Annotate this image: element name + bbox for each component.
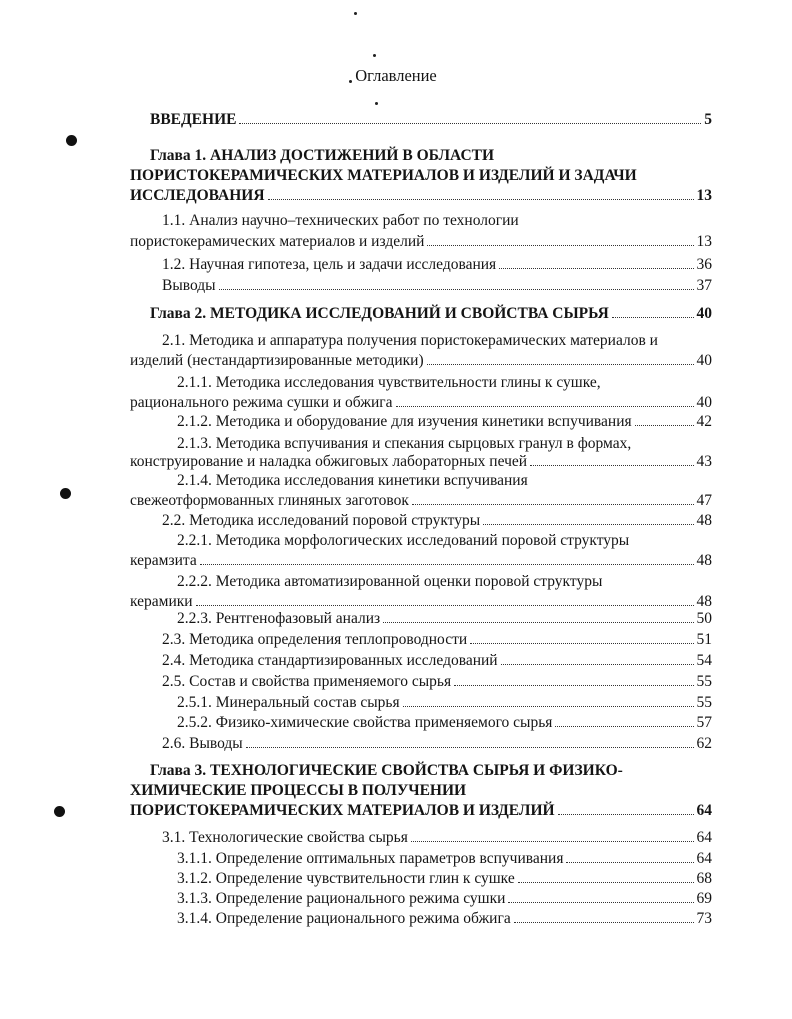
toc-page-number: 62 xyxy=(696,735,712,752)
toc-dot-leader xyxy=(246,747,694,748)
toc-page-number: 13 xyxy=(696,187,712,204)
scan-speck xyxy=(349,80,352,83)
toc-page-number: 43 xyxy=(696,453,712,470)
toc-entry-title: 2.5.2. Физико-химические свойства применяемого сырья xyxy=(177,714,553,731)
toc-entry-title: керамзита xyxy=(130,552,197,569)
toc-entry xyxy=(162,275,712,296)
toc-page-number: 40 xyxy=(696,394,712,411)
toc-entry xyxy=(150,303,712,324)
toc-entry-title: 3.1. Технологические свойства сырья xyxy=(162,829,408,846)
toc-dot-leader xyxy=(483,524,693,525)
toc-entry xyxy=(177,908,712,929)
toc-dot-leader xyxy=(558,814,694,815)
toc-entry xyxy=(162,650,712,671)
toc-dot-leader xyxy=(566,862,693,863)
toc-page-number: 48 xyxy=(696,593,712,610)
toc-page-number: 55 xyxy=(696,694,712,711)
toc-entry-title: 2.2.1. Методика морфологических исследований поровой структуры xyxy=(177,532,630,549)
toc-entry-title: ПОРИСТОКЕРАМИЧЕСКИХ МАТЕРИАЛОВ И ИЗДЕЛИЙ И ЗАДАЧИ xyxy=(130,167,637,184)
toc-entry xyxy=(177,712,712,733)
toc-dot-leader xyxy=(530,465,693,466)
toc-page-number: 54 xyxy=(696,652,712,669)
toc-entry-title: 3.1.1. Определение оптимальных параметров вспучивания xyxy=(177,850,564,867)
toc-page-number: 50 xyxy=(696,610,712,627)
toc-entry xyxy=(162,254,712,275)
toc-dot-leader xyxy=(427,364,694,365)
toc-entry xyxy=(162,671,712,692)
toc-dot-leader xyxy=(411,841,694,842)
toc-dot-leader xyxy=(196,605,694,606)
toc-entry-title: ХИМИЧЕСКИЕ ПРОЦЕССЫ В ПОЛУЧЕНИИ xyxy=(130,782,467,799)
punch-hole-mark xyxy=(60,488,71,499)
toc-entry-title: ПОРИСТОКЕРАМИЧЕСКИХ МАТЕРИАЛОВ И ИЗДЕЛИЙ xyxy=(130,802,555,819)
toc-entry-title: 3.1.2. Определение чувствительности глин к сушке xyxy=(177,870,515,887)
scan-speck xyxy=(354,12,357,15)
toc-entry-title: Глава 1. АНАЛИЗ ДОСТИЖЕНИЙ В ОБЛАСТИ xyxy=(150,147,495,164)
toc-dot-leader xyxy=(518,882,694,883)
toc-dot-leader xyxy=(635,425,694,426)
toc-page-number: 13 xyxy=(696,233,712,250)
toc-entry xyxy=(130,451,712,472)
toc-entry-title: конструирование и наладка обжиговых лабораторных печей xyxy=(130,453,528,470)
toc-entry xyxy=(162,827,712,848)
toc-entry-title: 3.1.3. Определение рационального режима сушки xyxy=(177,890,506,907)
toc-page-number: 64 xyxy=(696,850,712,867)
toc-dot-leader xyxy=(403,706,694,707)
toc-entry-title: изделий (нестандартизированные методики) xyxy=(130,352,424,369)
toc-entry-title: 2.1.3. Методика вспучивания и спекания сырцовых гранул в формах, xyxy=(177,435,632,452)
toc-page-number: 37 xyxy=(696,277,712,294)
toc-entry xyxy=(130,392,712,413)
toc-page-number: 64 xyxy=(696,802,712,819)
toc-entry xyxy=(177,411,712,432)
toc-entry-title: Глава 3. ТЕХНОЛОГИЧЕСКИЕ СВОЙСТВА СЫРЬЯ И ФИЗИКО- xyxy=(150,762,623,779)
toc-dot-leader xyxy=(200,564,694,565)
toc-page-number: 64 xyxy=(696,829,712,846)
toc-entry xyxy=(130,231,712,252)
toc-entry xyxy=(177,692,712,713)
toc-entry xyxy=(150,109,712,130)
toc-entry xyxy=(177,888,712,909)
toc-dot-leader xyxy=(514,922,694,923)
toc-entry xyxy=(177,608,712,629)
toc-entry-title: 2.3. Методика определения теплопроводности xyxy=(162,631,468,648)
toc-entry-title: ИССЛЕДОВАНИЯ xyxy=(130,187,265,204)
toc-dot-leader xyxy=(219,289,694,290)
toc-entry xyxy=(162,629,712,650)
toc-entry xyxy=(130,550,712,571)
toc-dot-leader xyxy=(454,685,693,686)
toc-page-number: 47 xyxy=(696,492,712,509)
toc-entry-title: 3.1.4. Определение рационального режима обжига xyxy=(177,910,511,927)
toc-entry-title: ВВЕДЕНИЕ xyxy=(150,111,237,128)
toc-page-number: 42 xyxy=(696,413,712,430)
toc-entry xyxy=(130,350,712,371)
toc-entry xyxy=(162,733,712,754)
toc-entry-title: 2.4. Методика стандартизированных исследований xyxy=(162,652,498,669)
toc-dot-leader xyxy=(396,406,694,407)
toc-entry-title: пористокерамических материалов и изделий xyxy=(130,233,425,250)
toc-entry-title: 2.2. Методика исследований поровой структуры xyxy=(162,512,481,529)
toc-page-number: 40 xyxy=(696,352,712,369)
toc-entry-title: 1.1. Анализ научно–технических работ по технологии xyxy=(162,212,519,229)
toc-dot-leader xyxy=(412,504,694,505)
punch-hole-mark xyxy=(66,135,77,146)
toc-page-number: 5 xyxy=(704,111,712,128)
toc-entry xyxy=(130,800,712,821)
toc-dot-leader xyxy=(555,726,693,727)
toc-entry xyxy=(130,490,712,511)
toc-page-number: 68 xyxy=(696,870,712,887)
toc-dot-leader xyxy=(499,268,693,269)
toc-entry-title: Выводы xyxy=(162,277,216,294)
scan-speck xyxy=(375,102,378,105)
toc-entry-title: 2.1.1. Методика исследования чувствительности глины к сушке, xyxy=(177,374,601,391)
toc-dot-leader xyxy=(383,622,693,623)
toc-entry-title: 2.2.3. Рентгенофазовый анализ xyxy=(177,610,381,627)
toc-entry-title: 2.5. Состав и свойства применяемого сырья xyxy=(162,673,452,690)
toc-entry xyxy=(177,848,712,869)
toc-page-number: 48 xyxy=(696,512,712,529)
toc-page-number: 69 xyxy=(696,890,712,907)
toc-entry-title: 2.1.2. Методика и оборудование для изучения кинетики вспучивания xyxy=(177,413,632,430)
toc-page-number: 57 xyxy=(696,714,712,731)
toc-entry-title: 2.5.1. Минеральный состав сырья xyxy=(177,694,400,711)
toc-entry xyxy=(162,510,712,531)
toc-entry-title: 2.6. Выводы xyxy=(162,735,243,752)
toc-entry xyxy=(177,868,712,889)
toc-dot-leader xyxy=(470,643,693,644)
toc-page-number: 51 xyxy=(696,631,712,648)
toc-entry-title: керамики xyxy=(130,593,193,610)
toc-page-number: 40 xyxy=(696,305,712,322)
toc-entry-title: 2.1.4. Методика исследования кинетики вспучивания xyxy=(177,472,528,489)
toc-entry-title: свежеотформованных глиняных заготовок xyxy=(130,492,409,509)
toc-page-number: 55 xyxy=(696,673,712,690)
toc-dot-leader xyxy=(268,199,694,200)
toc-entry-title: 2.2.2. Методика автоматизированной оценки поровой структуры xyxy=(177,573,603,590)
toc-dot-leader xyxy=(239,123,701,124)
toc-page-number: 48 xyxy=(696,552,712,569)
toc-dot-leader xyxy=(427,245,693,246)
toc-dot-leader xyxy=(612,317,694,318)
toc-entry xyxy=(130,185,712,206)
toc-entry-title: Глава 2. МЕТОДИКА ИССЛЕДОВАНИЙ И СВОЙСТВА СЫРЬЯ xyxy=(150,305,609,322)
toc-entry-title: 2.1. Методика и аппаратура получения пористокерамических материалов и xyxy=(162,332,658,349)
toc-page-number: 73 xyxy=(696,910,712,927)
toc-entry-title: рационального режима сушки и обжига xyxy=(130,394,393,411)
scan-speck xyxy=(373,54,376,57)
toc-dot-leader xyxy=(508,902,693,903)
toc-dot-leader xyxy=(501,664,694,665)
page-title: Оглавление xyxy=(355,66,437,85)
toc-page-number: 36 xyxy=(696,256,712,273)
punch-hole-mark xyxy=(54,806,65,817)
toc-entry-title: 1.2. Научная гипотеза, цель и задачи исследования xyxy=(162,256,497,273)
